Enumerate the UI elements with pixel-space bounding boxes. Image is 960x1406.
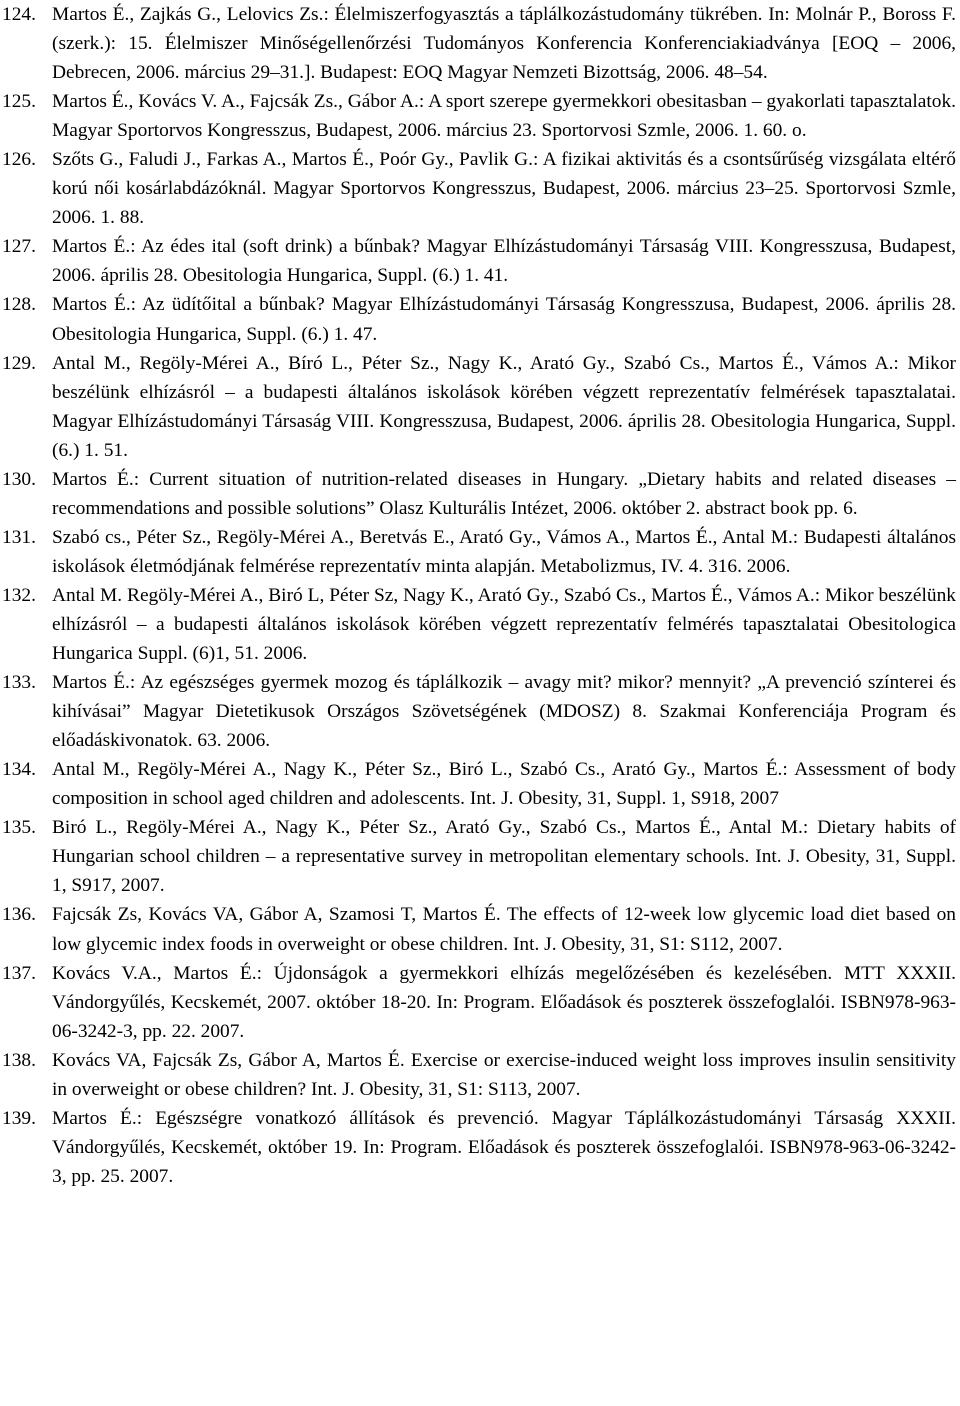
reference-number: 134. <box>2 759 36 781</box>
reference-text: Szabó cs., Péter Sz., Regöly-Mérei A., Beretvás E., Arató Gy., Vámos A., Martos É., Antal M.: Budapesti általános iskolások életmódjának felmérése reprezentatív minta alapján. Metabolizmus, IV. 4. 316. 2006. <box>52 526 956 577</box>
reference-number: 137. <box>2 962 36 984</box>
reference-text: Martos É., Zajkás G., Lelovics Zs.: Élelmiszerfogyasztás a táplálkozástudomány tükrében. In: Molnár P., Boross F. (szerk.): 15. Élelmiszer Minőségellenőrzési Tudományos Konferencia Konferenciakiadványa [EOQ – 2006, Debrecen, 2006. március 29–31.]. Budapest: EOQ Magyar Nemzeti Bizottság, 2006. 48–54. <box>52 4 956 84</box>
reference-number: 132. <box>2 584 36 606</box>
reference-number: 133. <box>2 672 36 694</box>
reference-text: Biró L., Regöly-Mérei A., Nagy K., Péter Sz., Arató Gy., Szabó Cs., Martos É., Antal M.: Dietary habits of Hungarian school children – a representative survey in metropolitan elementary schools. Int. J. Obesity, 31, Suppl. 1, S917, 2007. <box>52 817 956 897</box>
reference-item <box>2 232 956 290</box>
reference-item <box>2 813 956 900</box>
reference-text: Martos É.: Az édes ital (soft drink) a bűnbak? Magyar Elhízástudományi Társaság VIII. Kongresszusa, Budapest, 2006. április 28. Obesitologia Hungarica, Suppl. (6.) 1. 41. <box>52 236 956 287</box>
reference-number: 138. <box>2 1049 36 1071</box>
reference-number: 129. <box>2 352 36 374</box>
reference-item <box>2 87 956 145</box>
reference-text: Antal M., Regöly-Mérei A., Bíró L., Péter Sz., Nagy K., Arató Gy., Szabó Cs., Martos É., Vámos A.: Mikor beszélünk elhízásról – a budapesti általános iskolások körében végzett reprezentatív felmérések tapasztalatai. Magyar Elhízástudományi Társaság VIII. Kongresszusa, Budapest, 2006. április 28. Obesitologia Hungarica, Suppl. (6.) 1. 51. <box>52 352 956 461</box>
reference-item <box>2 1104 956 1191</box>
reference-item <box>2 581 956 668</box>
reference-item <box>2 900 956 958</box>
reference-number: 130. <box>2 468 36 490</box>
reference-text: Martos É.: Az üdítőital a bűnbak? Magyar Elhízástudományi Társaság Kongresszusa, Budapest, 2006. április 28. Obesitologia Hungarica, Suppl. (6.) 1. 47. <box>52 294 956 345</box>
reference-item <box>2 290 956 348</box>
reference-text: Kovács VA, Fajcsák Zs, Gábor A, Martos É. Exercise or exercise-induced weight loss improves insulin sensitivity in overweight or obese children? Int. J. Obesity, 31, S1: S113, 2007. <box>52 1049 956 1100</box>
reference-item <box>2 349 956 465</box>
reference-text: Antal M., Regöly-Mérei A., Nagy K., Péter Sz., Biró L., Szabó Cs., Arató Gy., Martos É.: Assessment of body composition in school aged children and adolescents. Int. J. Obesity, 31, Suppl. 1, S918, 2007 <box>52 759 956 810</box>
reference-text: Martos É., Kovács V. A., Fajcsák Zs., Gábor A.: A sport szerepe gyermekkori obesitasban – gyakorlati tapasztalatok. Magyar Sportorvos Kongresszus, Budapest, 2006. március 23. Sportorvosi Szmle, 2006. 1. 60. o. <box>52 91 956 142</box>
reference-item <box>2 523 956 581</box>
reference-number: 124. <box>2 4 36 25</box>
reference-text: Antal M. Regöly-Mérei A., Biró L, Péter Sz, Nagy K., Arató Gy., Szabó Cs., Martos É., Vámos A.: Mikor beszélünk elhízásról – a budapesti általános iskolások körében végzett reprezentatív felmérés tapasztalatai Obesitologica Hungarica Suppl. (6)1, 51. 2006. <box>52 584 956 665</box>
reference-number: 135. <box>2 817 36 839</box>
reference-list <box>2 0 956 1191</box>
reference-item <box>2 465 956 523</box>
reference-text: Fajcsák Zs, Kovács VA, Gábor A, Szamosi T, Martos É. The effects of 12-week low glycemic load diet based on low glycemic index foods in overweight or obese children. Int. J. Obesity, 31, S1: S112, 2007. <box>52 904 956 955</box>
reference-number: 126. <box>2 149 36 171</box>
reference-item <box>2 1046 956 1104</box>
reference-item <box>2 755 956 813</box>
reference-item <box>2 959 956 1046</box>
reference-text: Martos É.: Egészségre vonatkozó állítások és prevenció. Magyar Táplálkozástudományi Társaság XXXII. Vándorgyűlés, Kecskemét, október 19. In: Program. Előadások és poszterek összefoglalói. ISBN978-963-06-3242-3, pp. 25. 2007. <box>52 1107 956 1187</box>
reference-number: 136. <box>2 904 36 926</box>
reference-item <box>2 145 956 232</box>
reference-number: 128. <box>2 294 36 316</box>
reference-item <box>2 668 956 755</box>
reference-item <box>2 0 956 87</box>
reference-text: Szőts G., Faludi J., Farkas A., Martos É., Poór Gy., Pavlik G.: A fizikai aktivitás és a csontsűrűség vizsgálata eltérő korú női kosárlabdázóknál. Magyar Sportorvos Kongresszus, Budapest, 2006. március 23–25. Sportorvosi Szmle, 2006. 1. 88. <box>52 149 956 229</box>
reference-number: 125. <box>2 91 36 113</box>
reference-number: 139. <box>2 1107 36 1129</box>
reference-text: Kovács V.A., Martos É.: Újdonságok a gyermekkori elhízás megelőzésében és kezelésében. MTT XXXII. Vándorgyűlés, Kecskemét, 2007. október 18-20. In: Program. Előadások és poszterek összefoglalói. ISBN978-963-06-3242-3, pp. 22. 2007. <box>52 962 956 1042</box>
reference-number: 131. <box>2 526 36 548</box>
reference-number: 127. <box>2 236 36 258</box>
reference-text: Martos É.: Az egészséges gyermek mozog és táplálkozik – avagy mit? mikor? mennyit? „A prevenció színterei és kihívásai” Magyar Dietetikusok Országos Szövetségének (MDOSZ) 8. Szakmai Konferenciája Program és előadáskivonatok. 63. 2006. <box>52 672 956 752</box>
reference-text: Martos É.: Current situation of nutrition-related diseases in Hungary. „Dietary habits and related diseases – recommendations and possible solutions” Olasz Kulturális Intézet, 2006. október 2. abstract book pp. 6. <box>52 468 956 519</box>
